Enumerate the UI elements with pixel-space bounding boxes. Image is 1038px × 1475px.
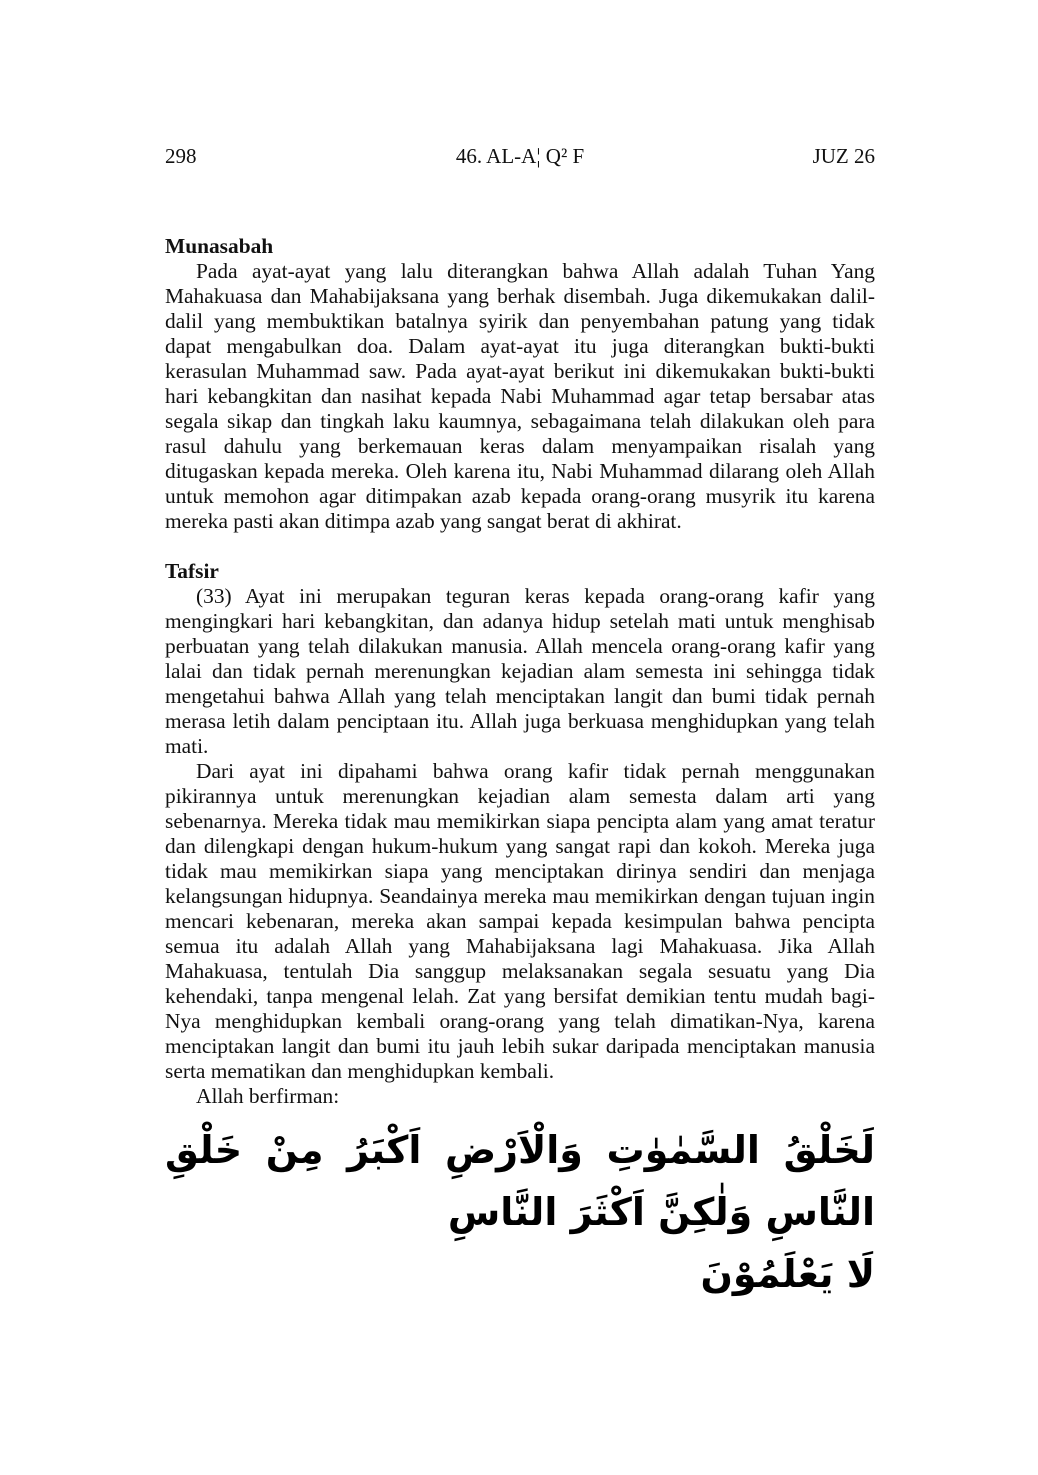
- quran-verse: [165, 1119, 875, 1305]
- munasabah-heading: Munasabah: [165, 234, 274, 258]
- juz-label: JUZ 26: [812, 144, 875, 168]
- tafsir-paragraph-1: (33) Ayat ini merupakan teguran keras kepada orang-orang kafir yang mengingkari hari kebangkitan, dan adanya hidup setelah mati untuk menghisab perbuatan yang telah dilakukan manusia. Allah mencela orang-orang kafir yang lalai dan tidak pernah merenungkan kejadian alam semesta ini sehingga tidak mengetahui bahwa Allah yang telah menciptakan langit dan bumi tidak pernah merasa letih dalam penciptaan itu. Allah juga berkuasa menghidupkan yang telah mati.: [165, 584, 875, 758]
- tafsir-paragraph-2: Dari ayat ini dipahami bahwa orang kafir tidak pernah menggunakan pikirannya untuk merenungkan kejadian alam semesta dalam arti yang sebenarnya. Mereka tidak mau memikirkan siapa pencipta alam yang amat teratur dan dilengkapi dengan hukum-hukum yang sangat rapi dan kokoh. Mereka juga tidak mau memikirkan siapa yang menciptakan dirinya sendiri dan menjaga kelangsungan hidupnya. Seandainya mereka mau memikirkan dengan tujuan ingin mencari kebenaran, mereka akan sampai kepada kesimpulan bahwa pencipta semua itu adalah Allah yang Mahabijaksana lagi Mahakuasa. Jika Allah Mahakuasa, tentulah Dia sanggup melaksanakan segala sesuatu yang Dia kehendaki, tanpa mengenal lelah. Zat yang bersifat demikian tentu mudah bagi-Nya menghidupkan kembali orang-orang yang telah dimatikan-Nya, karena menciptakan langit dan bumi itu jauh lebih sukar daripada menciptakan manusia serta mematikan dan menghidupkan kembali.: [165, 759, 875, 1083]
- page-number: 298: [165, 144, 197, 168]
- firman-intro: Allah berfirman:: [196, 1084, 340, 1108]
- surah-title: 46. AL-A¦ Q² F: [455, 144, 585, 168]
- section-spacer: [165, 534, 875, 559]
- running-header: [165, 144, 875, 174]
- tafsir-heading: Tafsir: [165, 559, 219, 583]
- munasabah-paragraph: Pada ayat-ayat yang lalu diterangkan bahwa Allah adalah Tuhan Yang Mahakuasa dan Mahabijaksana yang berhak disembah. Juga dikemukakan dalil-dalil yang membuktikan batalnya syirik dan penyembahan patung yang tidak dapat mengabulkan doa. Dalam ayat-ayat itu juga diterangkan bukti-bukti kerasulan Muhammad saw. Pada ayat-ayat berikut ini dikemukakan bukti-bukti hari kebangkitan dan nasihat kepada Nabi Muhammad agar tetap bersabar atas segala sikap dan tingkah laku kaumnya, sebagaimana telah dilakukan oleh para rasul dahulu yang berkemauan keras dalam menyampaikan risalah yang ditugaskan kepada mereka. Oleh karena itu, Nabi Muhammad dilarang oleh Allah untuk memohon agar ditimpakan azab kepada orang-orang musyrik itu karena mereka pasti akan ditimpa azab yang sangat berat di akhirat.: [165, 259, 875, 533]
- page-body: [165, 234, 875, 1305]
- quran-verse-line-2: لَا يَعْلَمُوْنَ: [700, 1252, 875, 1296]
- quran-verse-line-1: لَخَلْقُ السَّمٰوٰتِ وَالْاَرْضِ اَكْبَرُ مِنْ خَلْقِ النَّاسِ وَلٰكِنَّ اَكْثَرَ النَّاسِ: [165, 1128, 875, 1234]
